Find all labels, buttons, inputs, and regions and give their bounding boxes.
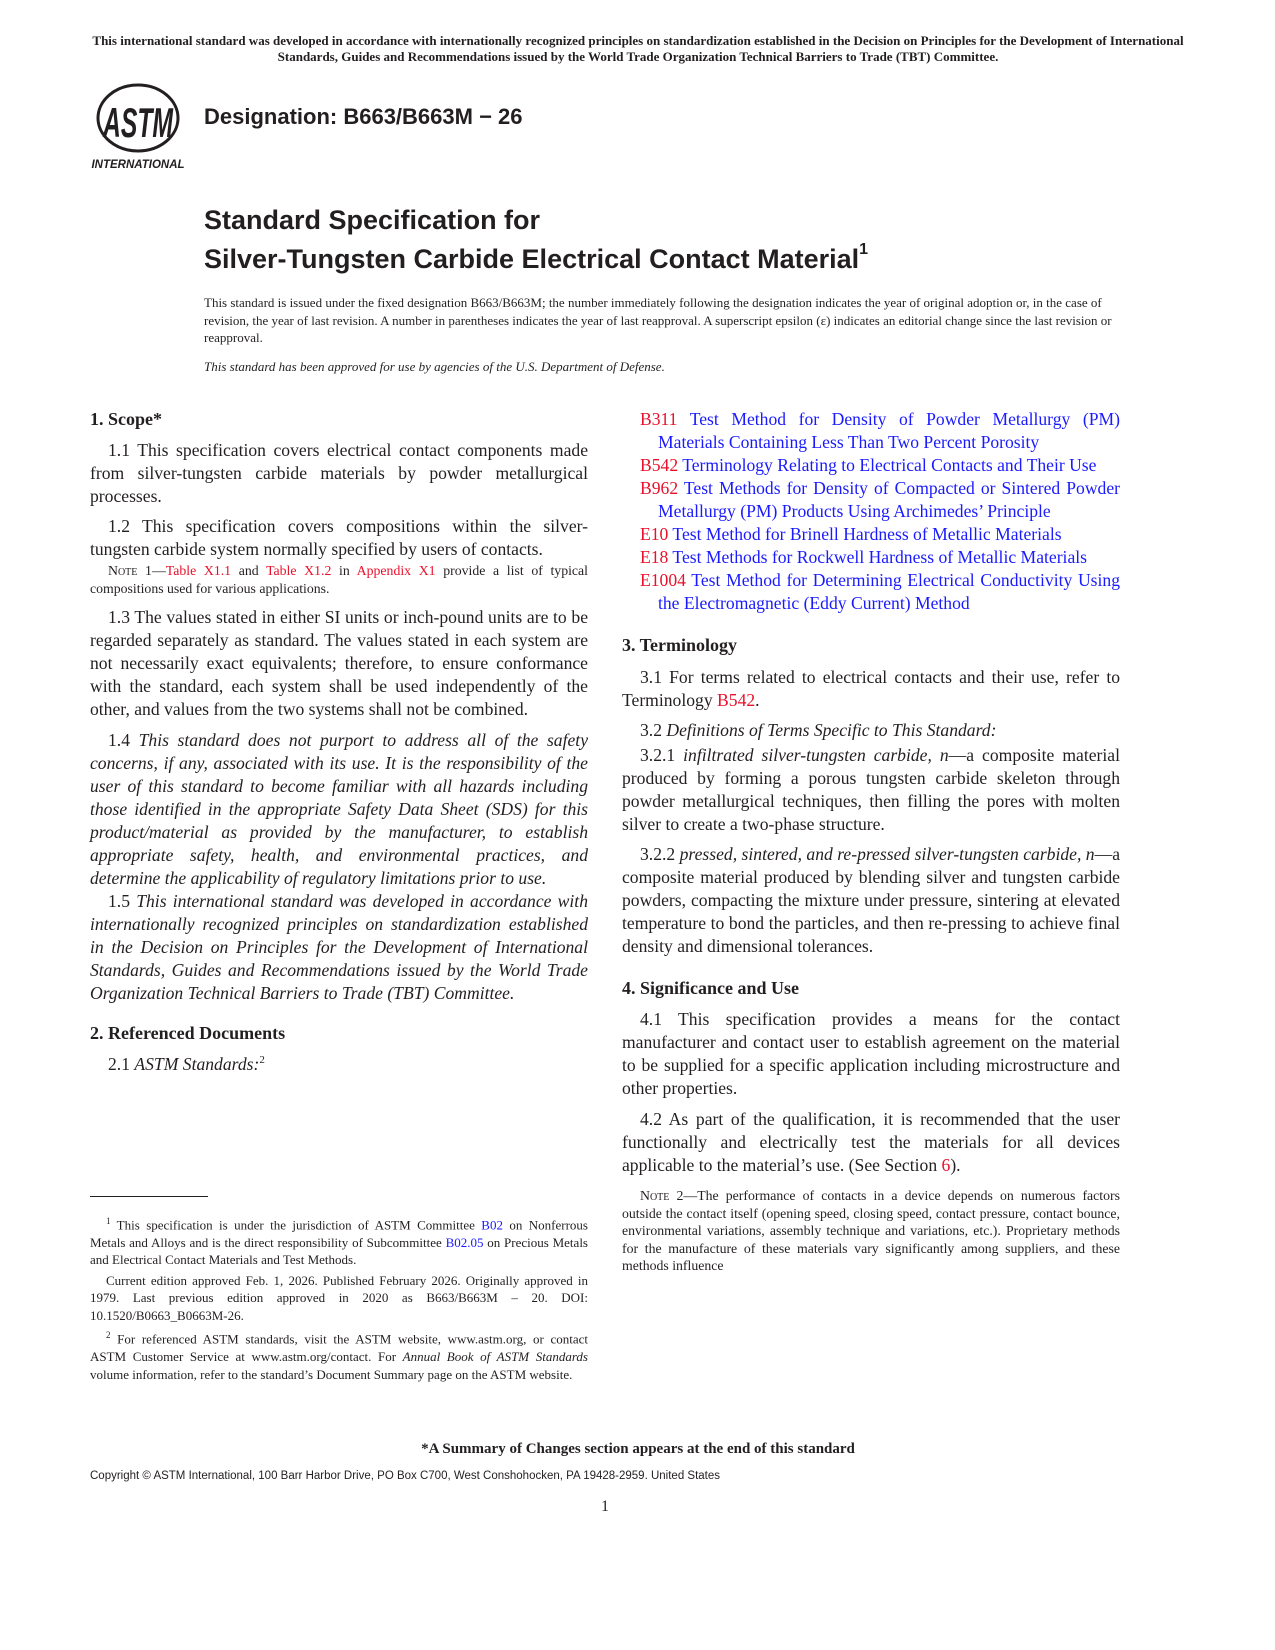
document-title	[204, 204, 868, 276]
para-1-3: 1.3 The values stated in either SI units or inch-pound units are to be regarded separately as standard. The values stated in each system are not necessarily exact equivalents; therefore, to ensure conformance with the standard, each system shall be used independently of the other, and values from the two systems shall not be combined.	[90, 607, 588, 719]
para-1-2: 1.2 This specification covers compositions within the silver-tungsten carbide system normally specified by users of contacts.	[90, 516, 588, 559]
designation: Designation: B663/B663M − 26	[204, 104, 523, 129]
reference-title-link[interactable]: Test Methods for Rockwell Hardness of Metallic Materials	[668, 547, 1087, 567]
issue-note: This standard is issued under the fixed designation B663/B663M; the number immediately following the designation indicates the year of original adoption or, in the case of revision, the year of last revision. A number in parentheses indicates the year of last reapproval. A superscript epsilon (ε) indicates an editorial change since the last revision or reapproval.	[204, 295, 1112, 345]
footnotes	[90, 1213, 588, 1386]
reference-code-link[interactable]: B542	[640, 455, 679, 475]
link-b02[interactable]: B02	[481, 1217, 503, 1233]
para-4-1: 4.1 This specification provides a means for the contact manufacturer and contact user to establish agreement on the material to be supplied for a specific application including microstructure and other properties.	[622, 1009, 1120, 1098]
right-column	[622, 408, 1120, 1275]
dod-note: This standard has been approved for use by agencies of the U.S. Department of Defense.	[204, 359, 665, 374]
copyright: Copyright © ASTM International, 100 Barr Harbor Drive, PO Box C700, West Conshohocken, PA 19428-2959. United States	[90, 1470, 721, 1482]
reference-title-link[interactable]: Test Method for Density of Powder Metallurgy (PM) Materials Containing Less Than Two Percent Porosity	[658, 409, 1120, 452]
significance-heading: 4. Significance and Use	[622, 978, 800, 998]
link-b02-05[interactable]: B02.05	[445, 1234, 484, 1250]
reference-code-link[interactable]: B962	[640, 478, 679, 498]
summary-of-changes-note: *A Summary of Changes section appears at the end of this standard	[421, 1441, 855, 1457]
footnote-1-edition: Current edition approved Feb. 1, 2026. Published February 2026. Originally approved in 1979. Last previous edition approved in 2020 as B663/B663M – 20. DOI: 10.1520/B0663_B0663M-26.	[90, 1272, 588, 1323]
footnote-divider	[90, 1196, 208, 1197]
logo-org: INTERNATIONAL	[91, 159, 185, 171]
logo-letters: ASTM	[102, 99, 174, 146]
reference-item	[622, 569, 1120, 615]
footnote-2: $^2$ For referenced ASTM standards, visit the ASTM website, www.astm.org, or contact ASTM Customer Service at www.astm.org/contact. For Annual Book of ASTM Standards volume information, refer to the standard’s Document Summary page on the ASTM website.	[90, 1330, 588, 1382]
para-2-1: 2.1 ASTM Standards:$^2$	[108, 1053, 265, 1074]
para-1-1: 1.1 This specification covers electrical contact components made from silver-tungsten carbide materials by powder metallurgical processes.	[90, 440, 588, 506]
reference-item	[622, 454, 1120, 477]
reference-title-link[interactable]: Test Method for Determining Electrical Conductivity Using the Electromagnetic (Eddy Current) Method	[658, 570, 1120, 613]
reference-title-link[interactable]: Terminology Relating to Electrical Contacts and Their Use	[678, 455, 1097, 475]
reference-code-link[interactable]: E1004	[640, 570, 686, 590]
reference-item	[622, 477, 1120, 523]
note-2: Note 2—The performance of contacts in a device depends on numerous factors outside the contact itself (opening speed, closing speed, contact pressure, contact bounce, environmental variations, assembly technique and variations, etc.). Proprietary methods for the manufacture of these materials vary significantly among suppliers, and these methods influence	[622, 1188, 1120, 1273]
para-1-4: 1.4 This standard does not purport to address all of the safety concerns, if any, associated with its use. It is the responsibility of the user of this standard to become familiar with all hazards including those identified in the appropriate Safety Data Sheet (SDS) for this product/material as provided by the manufacturer, to establish appropriate safety, health, and environmental practices, and determine the applicability of regulatory limitations prior to use.	[90, 730, 589, 888]
reference-item	[622, 523, 1120, 546]
scope-heading: 1. Scope*	[90, 409, 162, 429]
para-3-1: 3.1 For terms related to electrical contacts and their use, refer to Terminology B542.	[622, 667, 1120, 710]
title-line-1: Standard Specification for	[204, 205, 541, 235]
reference-item	[622, 546, 1120, 569]
reference-item	[622, 408, 1120, 454]
footnote-1: $^1$ This specification is under the jurisdiction of ASTM Committee B02 on Nonferrous Metals and Alloys and is the direct responsibility of Subcommittee B02.05 on Precious Metals and Electrical Contact Materials and Test Methods.	[90, 1216, 588, 1268]
astm-logo	[90, 82, 190, 174]
link-table-x1-1[interactable]: Table X1.1	[165, 563, 232, 578]
reference-title-link[interactable]: Test Methods for Density of Compacted or Sintered Powder Metallurgy (PM) Products Using Archimedes’ Principle	[658, 478, 1120, 521]
para-3-2: 3.2 Definitions of Terms Specific to This Standard:	[640, 720, 997, 740]
link-appendix-x1[interactable]: Appendix X1	[356, 563, 436, 578]
reference-code-link[interactable]: E18	[640, 547, 669, 567]
refdocs-heading: 2. Referenced Documents	[90, 1023, 286, 1043]
para-4-2: 4.2 As part of the qualification, it is recommended that the user functionally and electrically test the materials for all devices applicable to the material’s use. (See Section 6).	[622, 1109, 1120, 1175]
note-1: Note 1—Table X1.1 and Table X1.2 in Appendix X1 provide a list of typical compositions used for various applications.	[90, 563, 589, 596]
title-line-2: Silver-Tungsten Carbide Electrical Contact Material$^1$	[204, 241, 869, 274]
title-footnote-mark: 1	[859, 241, 869, 258]
reference-code-link[interactable]: B311	[640, 409, 678, 429]
link-table-x1-2[interactable]: Table X1.2	[266, 563, 332, 578]
terminology-heading: 3. Terminology	[622, 635, 738, 655]
top-notice: This international standard was developed in accordance with internationally recognized principles on standardization established in the Decision on Principles for the Development of International Standards, Guides and Recommendations issued by the World Trade Organization Technical Barriers to Trade (TBT) Committee.	[92, 33, 1184, 64]
referenced-standards-list	[622, 408, 1120, 615]
para-3-2-2: 3.2.2 pressed, sintered, and re-pressed silver-tungsten carbide, n—a composite material produced by blending silver and tungsten carbide powders, compacting the mixture under pressure, sintering at elevated temperature to bond the particles, and then re-pressing to achieve final density and dimensional tolerances.	[622, 844, 1120, 956]
reference-code-link[interactable]: E10	[640, 524, 669, 544]
link-b542-terminology[interactable]: B542	[717, 690, 756, 710]
page-number: 1	[601, 1498, 609, 1515]
para-3-2-1: 3.2.1 infiltrated silver-tungsten carbide, n—a composite material produced by forming a porous tungsten carbide skeleton through powder metallurgical techniques, then filling the pores with molten silver to create a two-phase structure.	[622, 745, 1120, 834]
para-1-5: 1.5 This international standard was developed in accordance with internationally recognized principles on standardization established in the Decision on Principles for the Development of International Standards, Guides and Recommendations issued by the World Trade Organization Technical Barriers to Trade (TBT) Committee.	[90, 891, 588, 1003]
left-column	[90, 408, 588, 1076]
link-section-6[interactable]: 6	[941, 1155, 951, 1175]
reference-title-link[interactable]: Test Method for Brinell Hardness of Metallic Materials	[668, 524, 1062, 544]
